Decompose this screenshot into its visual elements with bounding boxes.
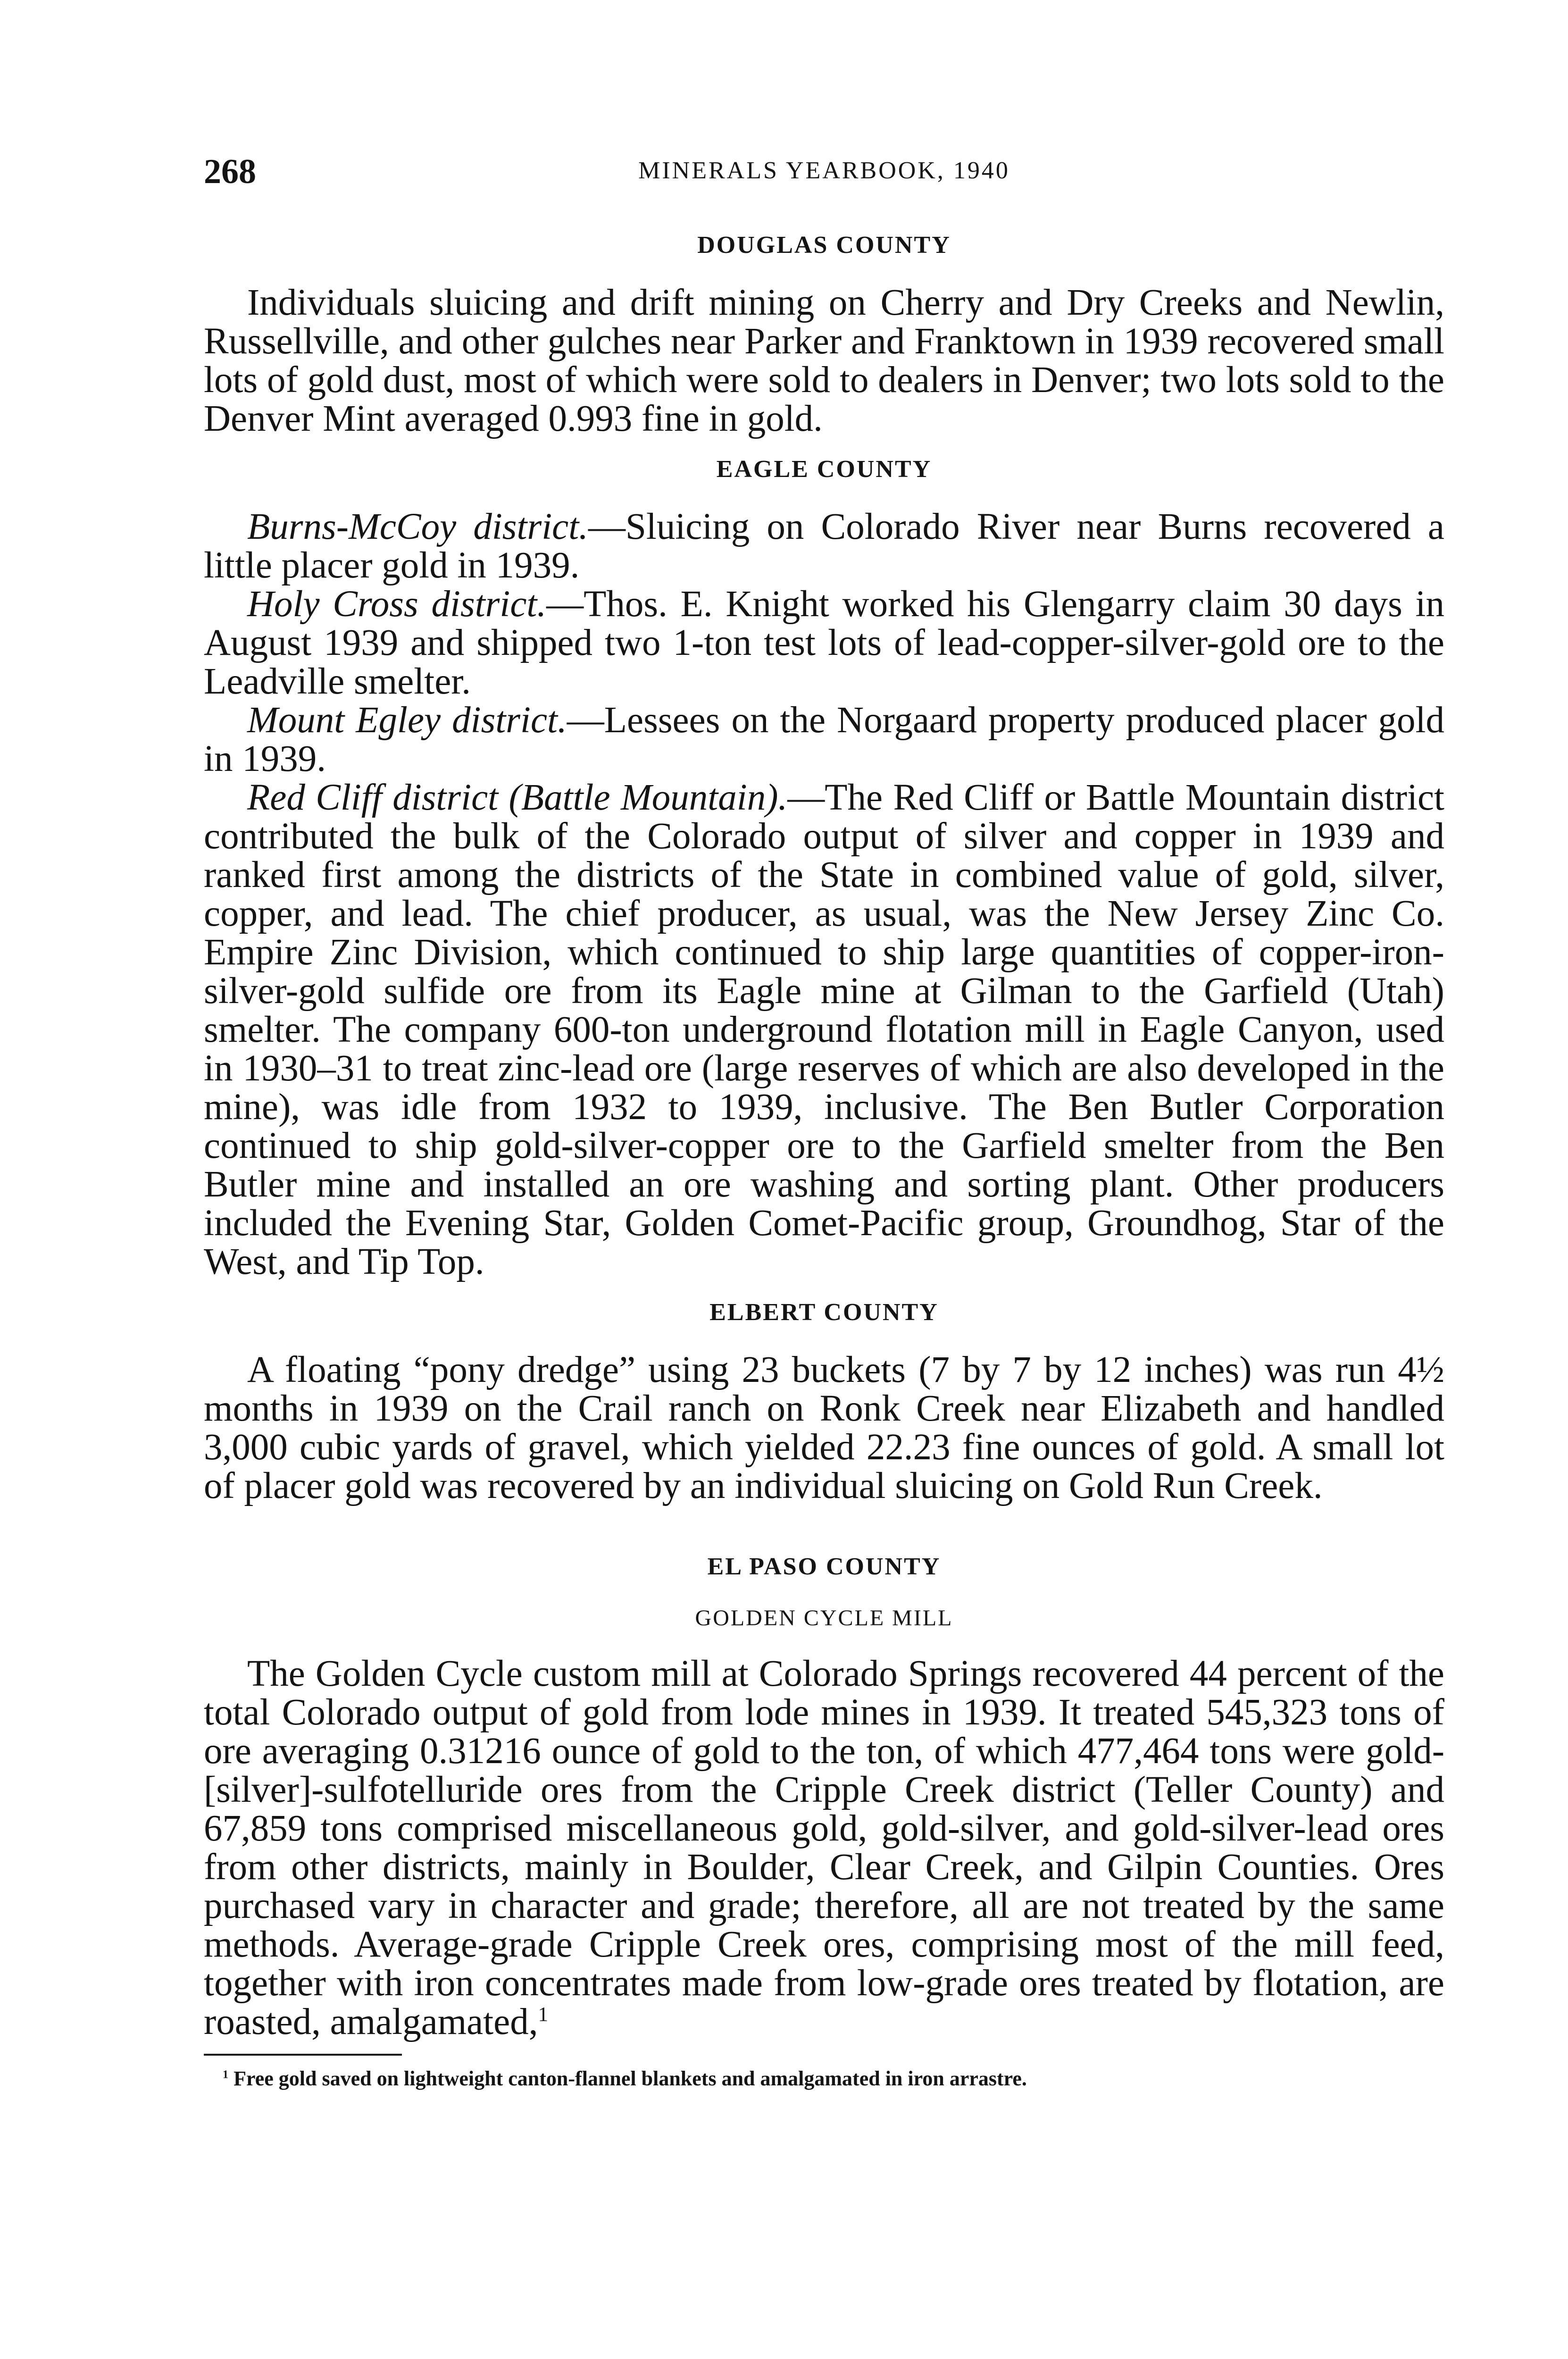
district-title: Red Cliff district (Battle Mountain). xyxy=(247,777,788,818)
footnote-mark: 1 xyxy=(223,2068,229,2081)
section-heading-el-paso: EL PASO COUNTY xyxy=(707,1553,941,1580)
district-title: Holy Cross district. xyxy=(247,584,547,625)
district-text: —The Red Cliff or Battle Mountain district contributed the bulk of the Colorado output of silver and copper in 1939 and ranked first among the districts of the State in combined value of gold, silver, copper, and lead. The chief producer, as usual, was the New Jersey Zinc Co. Empire Zinc Division, which continued to ship large quantities of copper-iron-silver-gold sulfide ore from its Eagle mine at Gilman to the Garfield (Utah) smelter. The company 600-ton underground flotation mill in Eagle Canyon, used in 1930–31 to treat zinc-lead ore (large reserves of which are also developed in the mine), was idle from 1932 to 1939, inclusive. The Ben Butler Corporation continued to ship gold-silver-copper ore to the Garfield smelter from the Ben Butler mine and installed an ore washing and sorting plant. Other producers included the Evening Star, Golden Comet-Pacific group, Groundhog, Star of the West, and Tip Top. xyxy=(204,777,1445,1282)
paragraph-elbert: A floating “pony dredge” using 23 buckets (7 by 7 by 12 inches) was run 4½ months in 1939 on the Crail ranch on Ronk Creek near Elizabeth and handled 3,000 cubic yards of gravel, which yielded 22.23 fine ounces of gold. A small lot of placer gold was recovered by an individual sluicing on Gold Run Creek. xyxy=(204,1349,1444,1506)
district-text: —Thos. E. Knight worked his Glengarry claim 30 days in August 1939 and shipped two 1-ton test lots of lead-copper-silver-gold ore to the Leadville smelter. xyxy=(204,584,1445,702)
district-title: Burns-McCoy district. xyxy=(247,506,588,547)
paragraph-golden-cycle xyxy=(204,1655,1444,2041)
footnote-text: Free gold saved on lightweight canton-flannel blankets and amalgamated in iron arrastre. xyxy=(234,2067,1027,2090)
footnote-reference: 1 xyxy=(538,2003,549,2026)
district-title: Mount Egley district. xyxy=(247,700,567,741)
district-text: —Sluicing on Colorado River near Burns recovered a little placer gold in 1939. xyxy=(204,506,1444,586)
paragraph-red-cliff xyxy=(204,778,1444,1281)
section-heading-elbert: ELBERT COUNTY xyxy=(709,1299,939,1326)
footnote xyxy=(204,2066,1444,2091)
running-head xyxy=(204,152,1444,199)
footnote-divider xyxy=(204,2054,402,2056)
paragraph-holy-cross xyxy=(204,585,1444,701)
paragraph-mount-egley xyxy=(204,701,1444,778)
main-text xyxy=(204,231,1444,2091)
subheading-golden-cycle-mill: GOLDEN CYCLE MILL xyxy=(695,1606,953,1631)
paragraph-douglas: Individuals sluicing and drift mining on Cherry and Dry Creeks and Newlin, Russellville, and other gulches near Parker and Franktown in 1939 recovered small lots of gold dust, most of which were sold to dealers in Denver; two lots sold to the Denver Mint averaged 0.993 fine in gold. xyxy=(204,282,1444,439)
page-number: 268 xyxy=(204,152,256,191)
section-heading-eagle: EAGLE COUNTY xyxy=(716,456,932,483)
paragraph-text: The Golden Cycle custom mill at Colorado Springs recovered 44 percent of the total Colorado output of gold from lode mines in 1939. It treated 545,323 tons of ore averaging 0.31216 ounce of gold to the ton, of which 477,464 tons were gold-[silver]-sulfotelluride ores from the Cripple Creek district (Teller County) and 67,859 tons comprised miscellaneous gold, gold-silver, and gold-silver-lead ores from other districts, mainly in Boulder, Clear Creek, and Gilpin Counties. Ores purchased vary in character and grade; therefore, all are not treated by the same methods. Average-grade Cripple Creek ores, comprising most of the mill feed, together with iron concentrates made from low-grade ores treated by flotation, are roasted, amalgamated, xyxy=(204,1653,1444,2042)
section-heading-douglas: DOUGLAS COUNTY xyxy=(697,232,951,259)
paragraph-burns-mccoy xyxy=(204,508,1444,585)
running-title: MINERALS YEARBOOK, 1940 xyxy=(638,157,1010,184)
district-text: —Lessees on the Norgaard property produced placer gold in 1939. xyxy=(204,700,1444,779)
